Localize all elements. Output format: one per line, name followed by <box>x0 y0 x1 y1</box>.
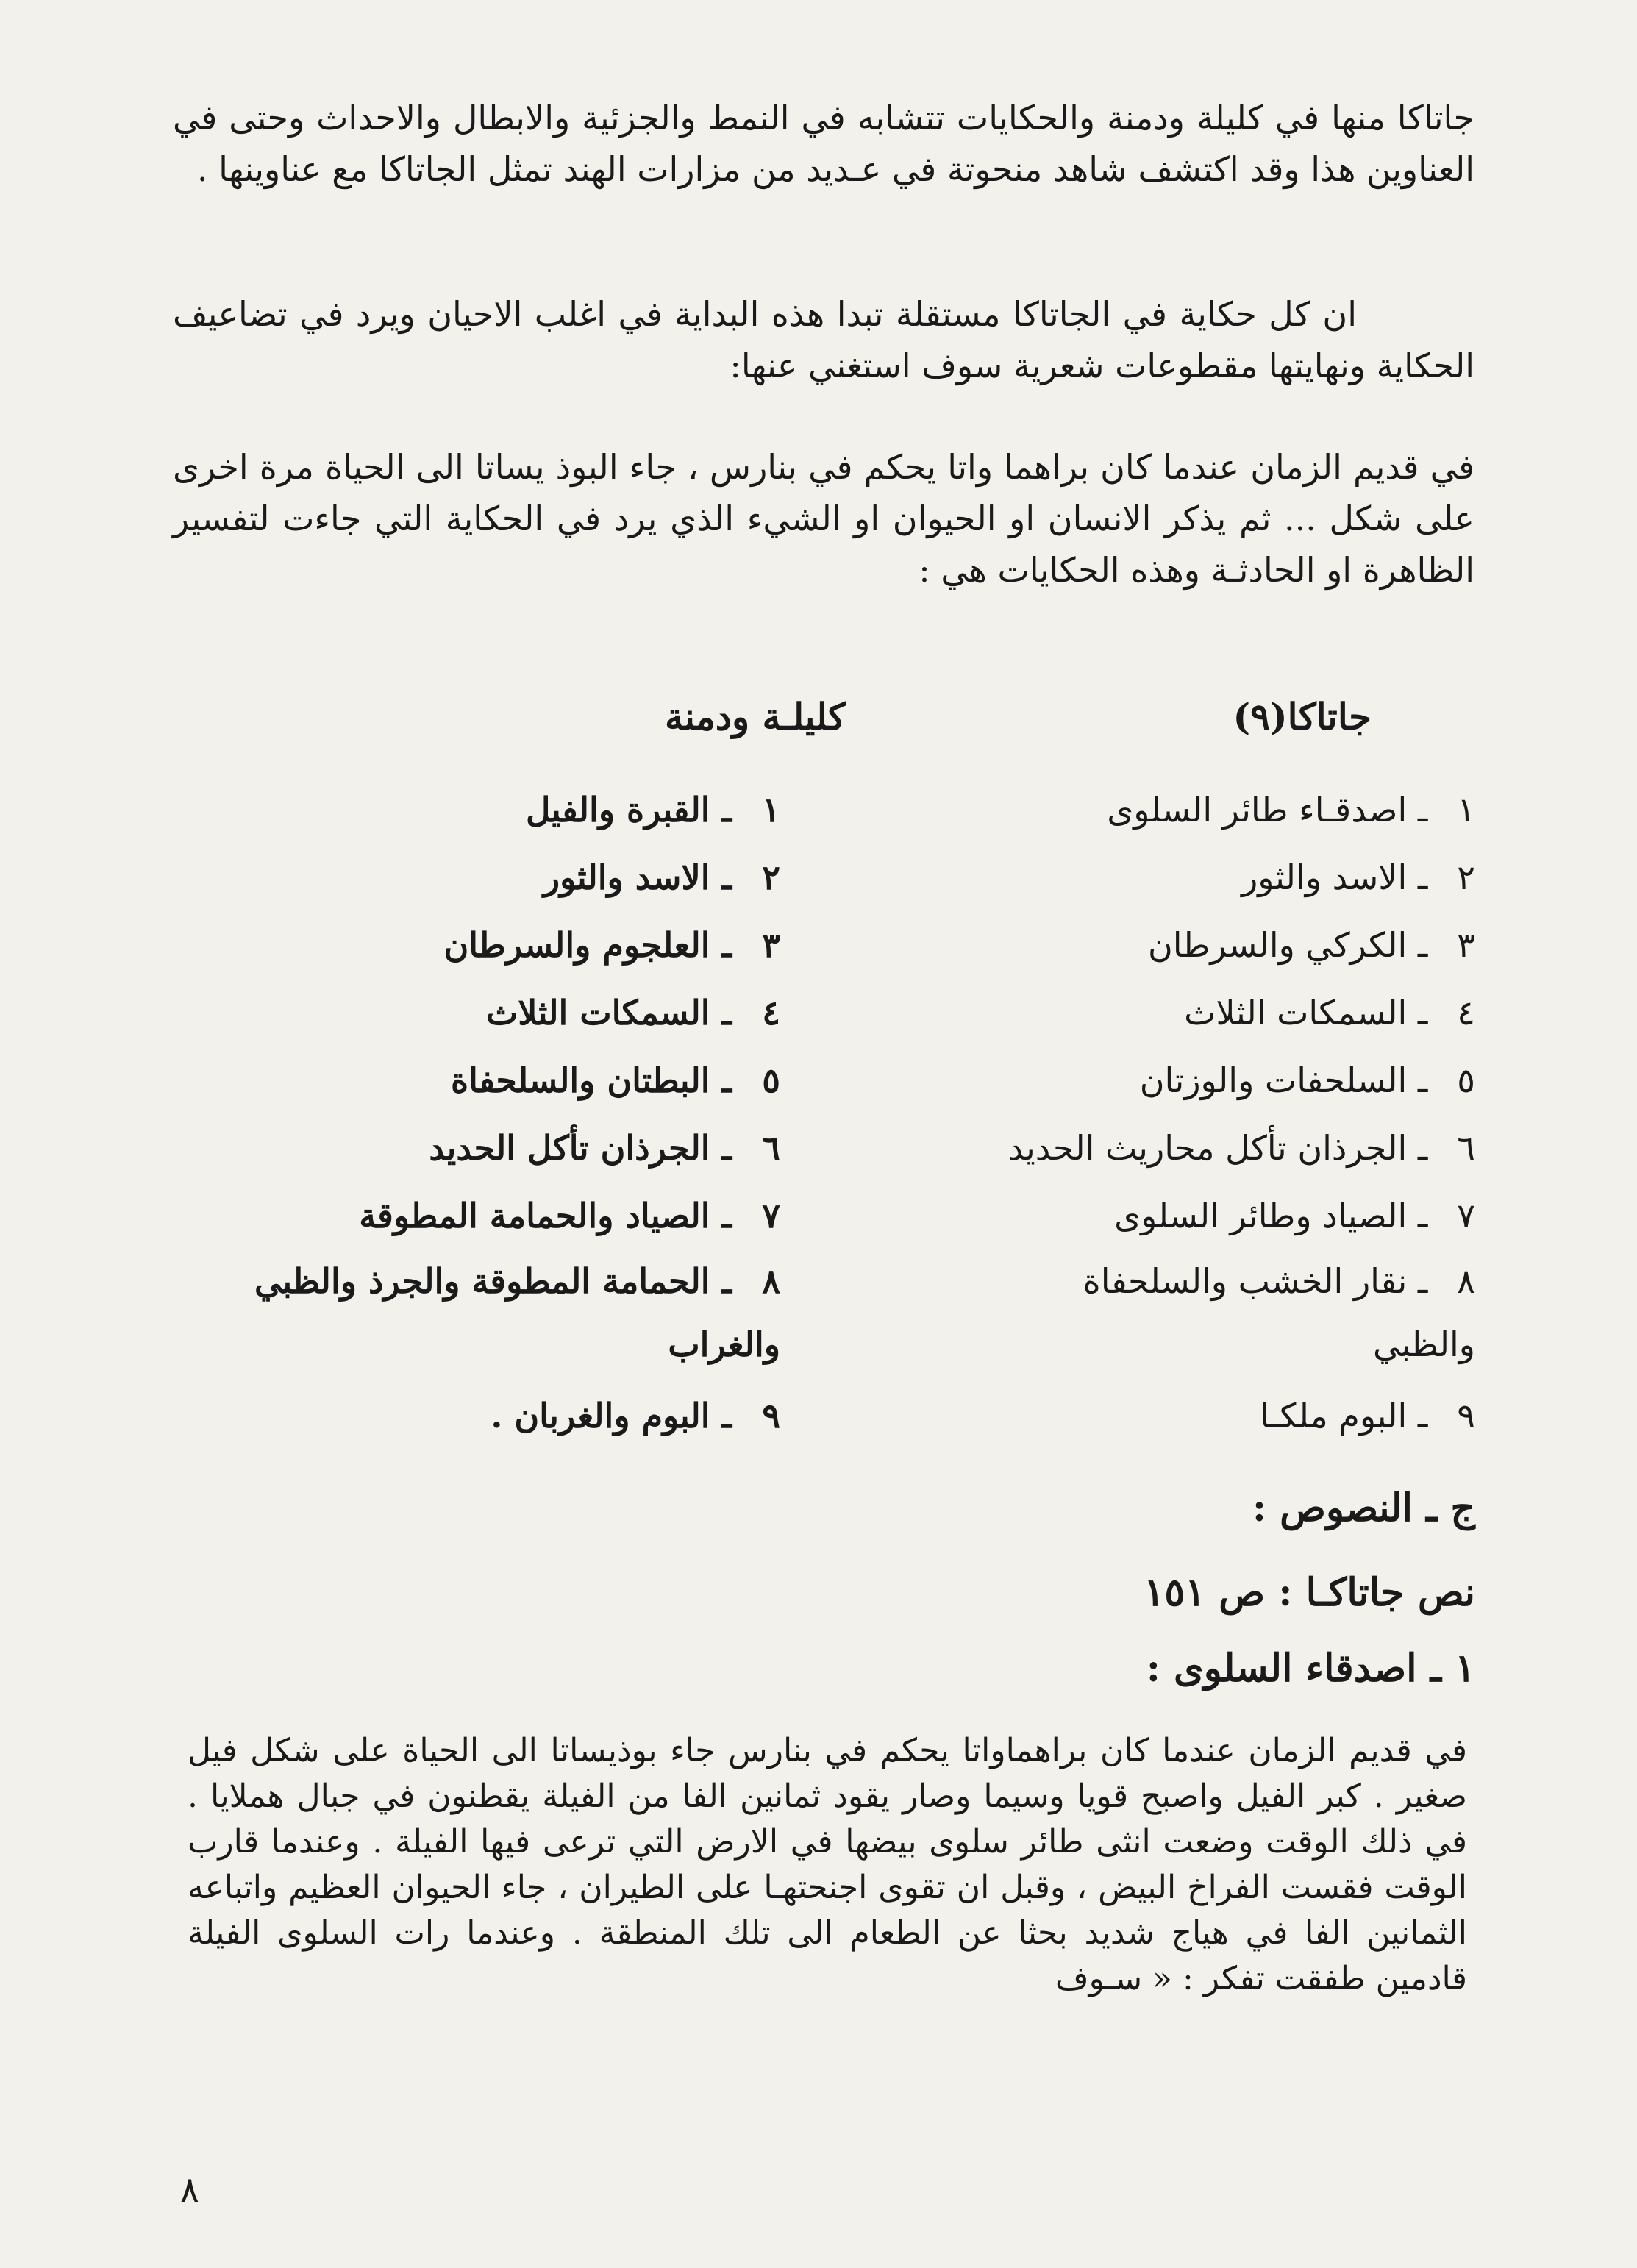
jataka-stories-list <box>887 776 1475 1449</box>
kalila-stories-list <box>192 776 780 1449</box>
list-item: ١ ـ القبرة والفيل <box>526 790 780 830</box>
section-heading-texts: ج ـ النصوص : <box>1252 1486 1475 1530</box>
list-item: ٢ ـ الاسد والثور <box>543 857 780 897</box>
list-item: ٣ ـ الكركي والسرطان <box>1147 925 1475 965</box>
list-item: ٥ ـ السلحفات والوزتان <box>1139 1060 1475 1100</box>
paragraph-story-structure: ان كل حكاية في الجاتاكا مستقلة تبدا هذه البداية في اغلب الاحيان ويرد في تضاعيف الحكاية ونهايتها مقطوعات شعرية سوف استغني عنها: <box>173 294 1474 385</box>
list-item: ٦ ـ الجرذان تأكل محاريث الحديد <box>1007 1128 1475 1168</box>
comparison-table-header <box>173 695 1474 754</box>
list-item: ١ ـ اصدقـاء طائر السلوى <box>1107 790 1475 830</box>
page-number: ٨ <box>180 2169 199 2211</box>
section-heading-friends: ١ ـ اصدقاء السلوى : <box>1146 1646 1475 1691</box>
list-item: ٤ ـ السمكات الثلاث <box>485 993 780 1033</box>
list-item: ٥ ـ البطتان والسلحفاة <box>451 1060 780 1100</box>
section-heading-jataka-text: نص جاتاكـا : ص ١٥١ <box>1144 1570 1475 1615</box>
list-item: ٩ ـ البوم ملكـا <box>1259 1396 1475 1436</box>
list-item: ٣ ـ العلجوم والسرطان <box>443 925 780 965</box>
list-item: ٢ ـ الاسد والثور <box>1241 857 1475 897</box>
paragraph-story-text: في قديم الزمان عندما كان براهماواتا يحكم في بنارس جاء بوذيساتا الى الحياة على شكل فيل صغير . كبر الفيل واصبح قويا وسيما وصار يقود ثمانين الفا من الفيلة يقطنون في جبال هملايا . في ذلك الوقت وضعت انثى طائر سلوى بيضها في الارض التي ترعى فيها الفيلة . وعندما قارب الوقت فقست الفراخ البيض ، وقبل ان تقوى اجنحتهـا على الطيران ، جاء الحيوان العظيم واتباعه الثمانين الفا في هياج شديد بحثا عن الطعام الى تلك المنطقة . وعندما رات السلوى الفيلة قادمين طفقت تفكر : « سـوف <box>188 1732 1467 1997</box>
list-item: ٧ ـ الصياد والحمامة المطوقة <box>359 1196 780 1235</box>
list-item: ٨ ـ نقار الخشب والسلحفاة والظبي <box>1083 1261 1475 1364</box>
list-item: ٦ ـ الجرذان تأكل الحديد <box>429 1128 780 1168</box>
list-item: ٨ ـ الحمامة المطوقة والجرذ والظبي والغراب <box>254 1261 780 1364</box>
list-item: ٤ ـ السمكات الثلاث <box>1184 993 1475 1033</box>
paragraph-intro: جاتاكا منها في كليلة ودمنة والحكايات تتشابه في النمط والجزئية والابطال والاحداث وحتى في العناوين هذا وقد اكتشف شاهد منحوتة في عـديد من مزارات الهند تمثل الجاتاكا مع عناوينها . <box>173 98 1474 189</box>
list-item: ٧ ـ الصياد وطائر السلوى <box>1114 1196 1475 1235</box>
jataka-column-header: جاتاكا(٩) <box>1233 695 1372 738</box>
list-item: ٩ ـ البوم والغربان . <box>491 1396 780 1436</box>
paragraph-story-opening: في قديم الزمان عندما كان براهما واتا يحكم في بنارس ، جاء البوذ يساتا الى الحياة مرة اخرى على شكل ... ثم يذكر الانسان او الحيوان او الشيء الذي يرد في الحكاية التي جاءت لتفسير الظاهرة او الحادثـة وهذه الحكايات هي : <box>173 447 1474 590</box>
kalila-column-header: كليلـة ودمنة <box>665 695 846 738</box>
